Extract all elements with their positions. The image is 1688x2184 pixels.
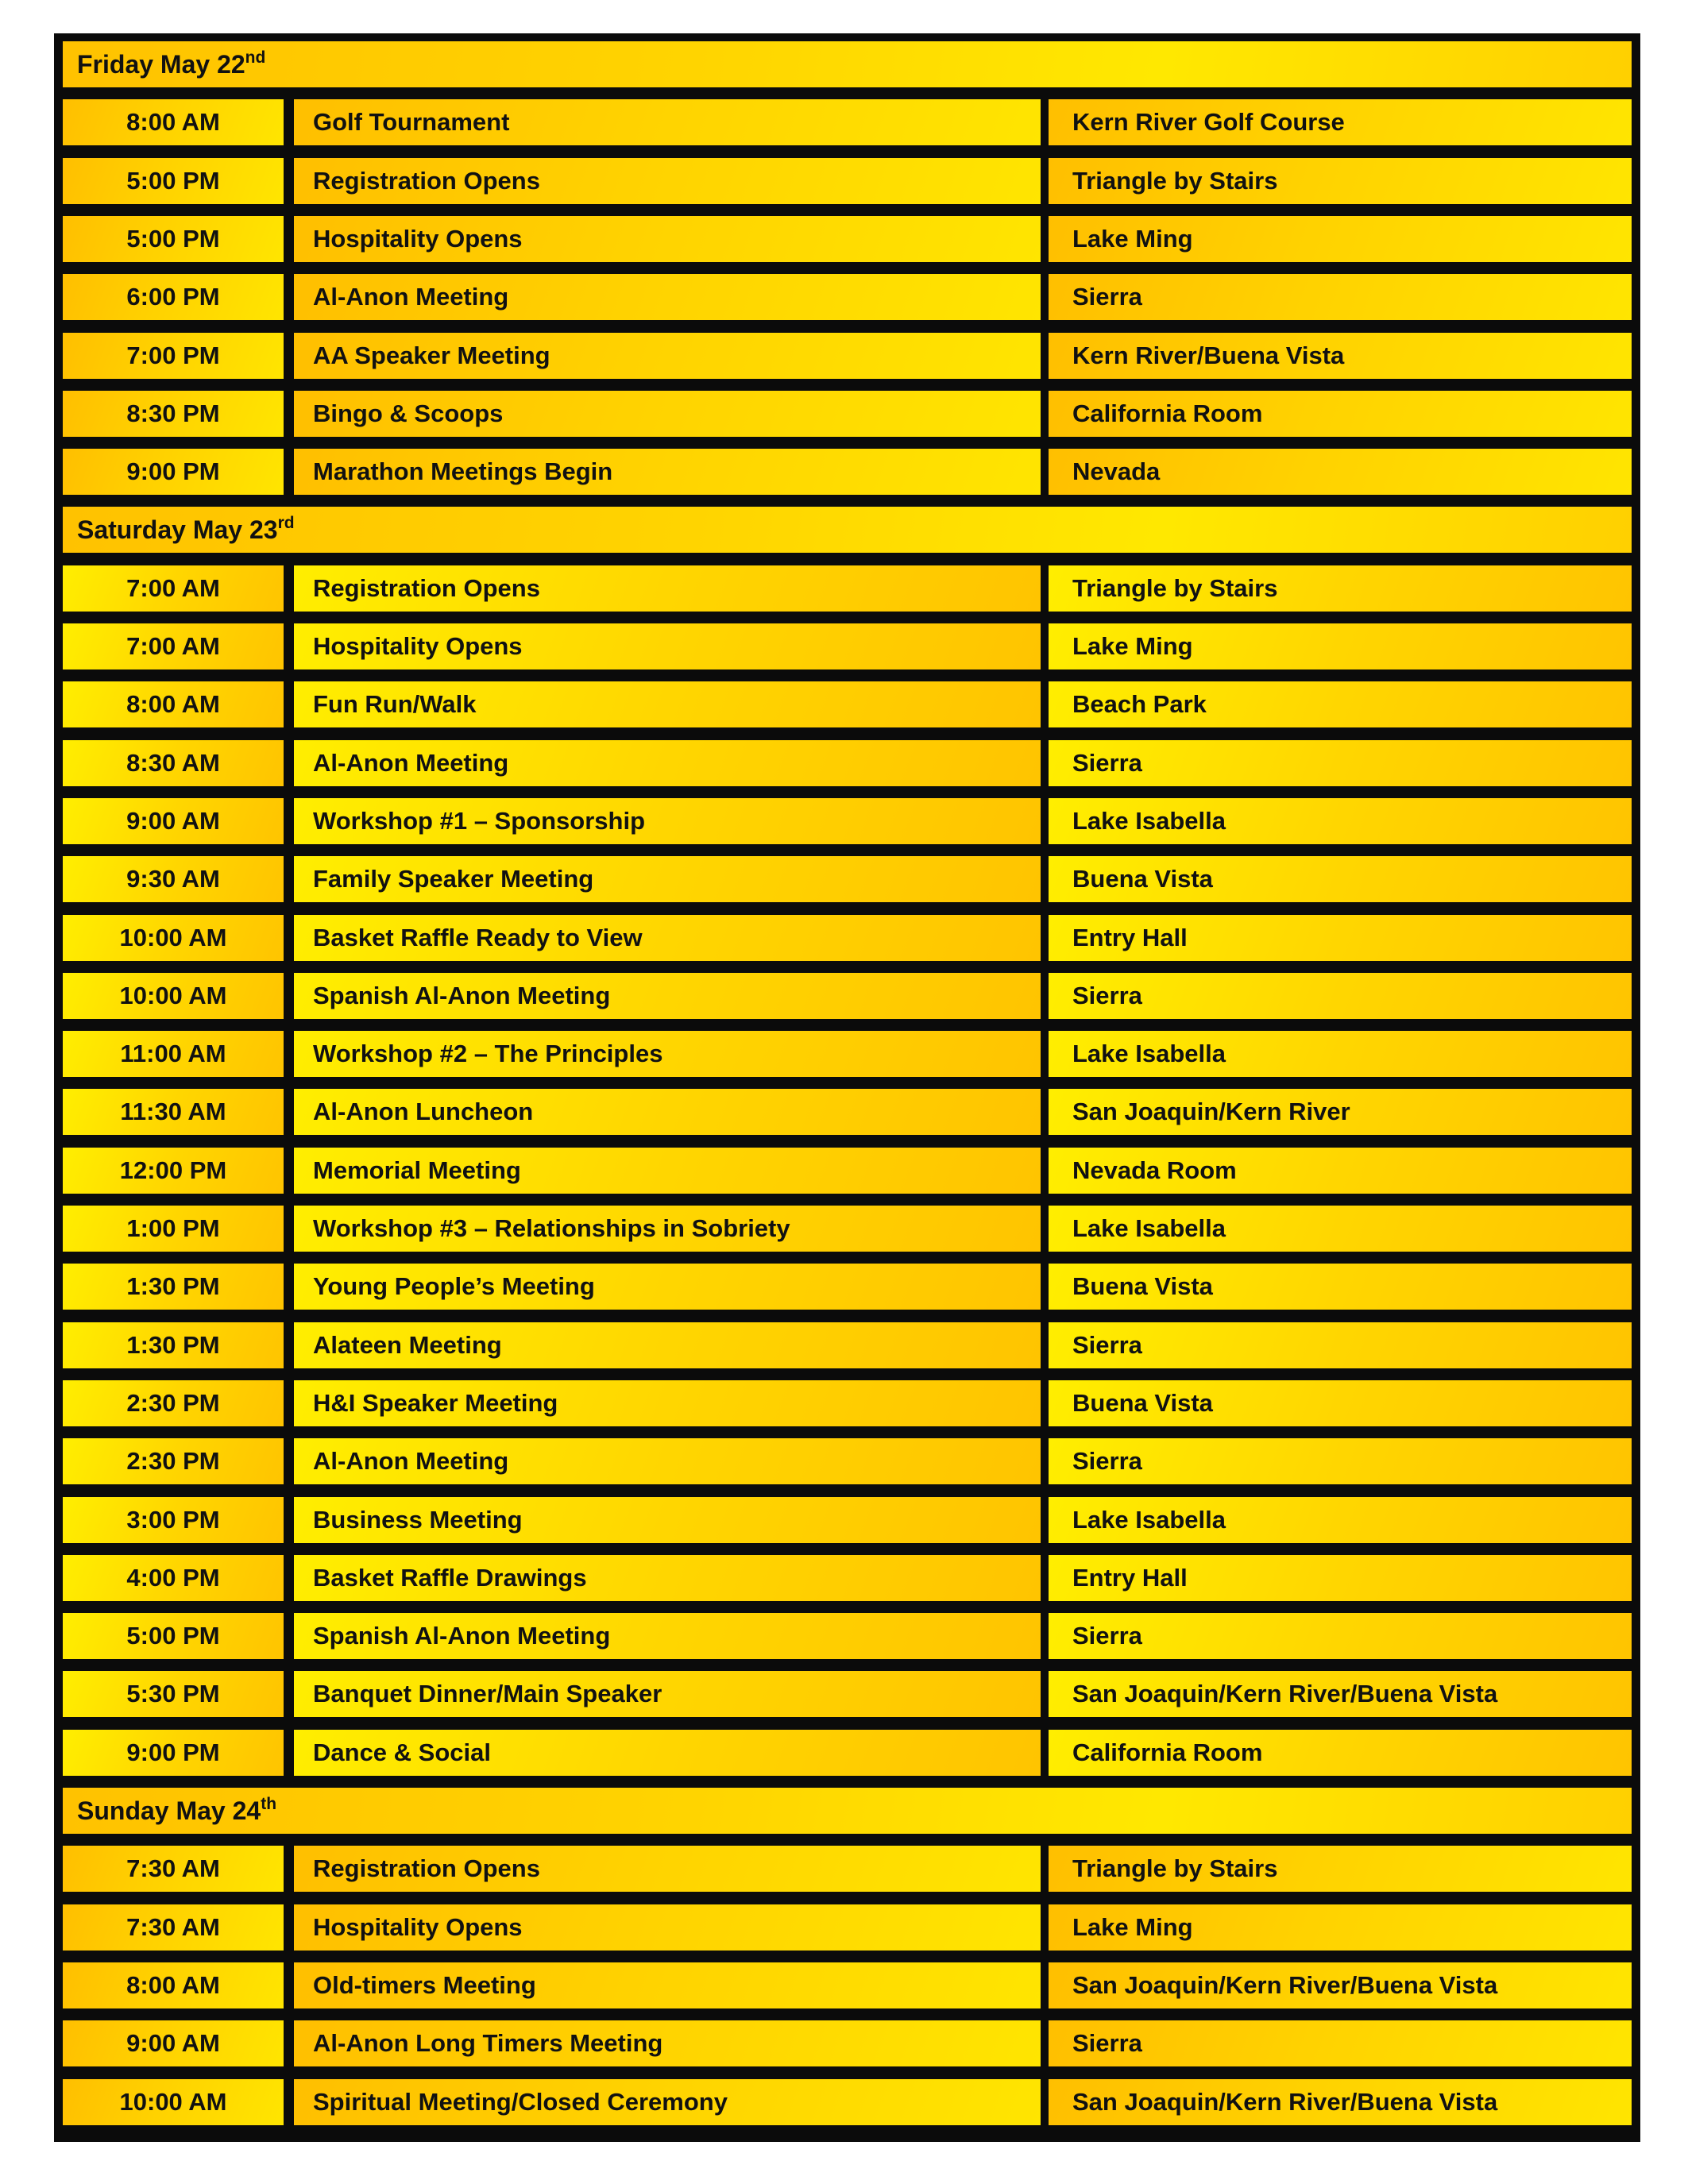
event-time: 2:30 PM <box>63 1380 284 1426</box>
event-location: Buena Vista <box>1049 1264 1632 1310</box>
event-time: 1:30 PM <box>63 1322 284 1368</box>
event-location: Lake Ming <box>1049 1904 1632 1951</box>
event-time: 10:00 AM <box>63 915 284 961</box>
event-name: Hospitality Opens <box>294 216 1041 262</box>
event-name: AA Speaker Meeting <box>294 333 1041 379</box>
event-name: Spiritual Meeting/Closed Ceremony <box>294 2079 1041 2125</box>
day-label: Sunday May 24 <box>77 1796 261 1825</box>
event-location: Lake Ming <box>1049 623 1632 669</box>
event-time: 7:30 AM <box>63 1846 284 1892</box>
event-name: Al-Anon Luncheon <box>294 1089 1041 1135</box>
day-suffix: rd <box>277 514 295 533</box>
event-location: Sierra <box>1049 740 1632 786</box>
event-time: 7:00 PM <box>63 333 284 379</box>
event-time: 8:00 AM <box>63 1962 284 2008</box>
event-name: H&I Speaker Meeting <box>294 1380 1041 1426</box>
event-location: Triangle by Stairs <box>1049 158 1632 204</box>
event-name: Registration Opens <box>294 158 1041 204</box>
event-name: Basket Raffle Drawings <box>294 1555 1041 1601</box>
event-time: 11:00 AM <box>63 1031 284 1077</box>
event-name: Hospitality Opens <box>294 1904 1041 1951</box>
event-time: 5:00 PM <box>63 1613 284 1659</box>
event-location: Sierra <box>1049 1322 1632 1368</box>
event-location: San Joaquin/Kern River/Buena Vista <box>1049 1671 1632 1717</box>
event-time: 8:30 PM <box>63 391 284 437</box>
event-location: Beach Park <box>1049 681 1632 727</box>
event-location: Entry Hall <box>1049 1555 1632 1601</box>
event-time: 7:30 AM <box>63 1904 284 1951</box>
event-name: Spanish Al-Anon Meeting <box>294 1613 1041 1659</box>
event-time: 11:30 AM <box>63 1089 284 1135</box>
event-name: Family Speaker Meeting <box>294 856 1041 902</box>
event-name: Workshop #3 – Relationships in Sobriety <box>294 1206 1041 1252</box>
event-time: 10:00 AM <box>63 973 284 1019</box>
event-location: Buena Vista <box>1049 1380 1632 1426</box>
event-name: Hospitality Opens <box>294 623 1041 669</box>
event-location: Sierra <box>1049 1438 1632 1484</box>
event-time: 9:00 PM <box>63 449 284 495</box>
event-name: Golf Tournament <box>294 99 1041 145</box>
event-time: 8:00 AM <box>63 99 284 145</box>
day-suffix: th <box>261 1795 277 1813</box>
event-location: Lake Isabella <box>1049 1497 1632 1543</box>
event-time: 8:00 AM <box>63 681 284 727</box>
event-location: Nevada <box>1049 449 1632 495</box>
event-time: 3:00 PM <box>63 1497 284 1543</box>
event-location: California Room <box>1049 1730 1632 1776</box>
event-time: 10:00 AM <box>63 2079 284 2125</box>
event-name: Alateen Meeting <box>294 1322 1041 1368</box>
event-location: Lake Isabella <box>1049 1206 1632 1252</box>
event-time: 5:30 PM <box>63 1671 284 1717</box>
event-time: 9:30 AM <box>63 856 284 902</box>
event-time: 1:00 PM <box>63 1206 284 1252</box>
event-name: Marathon Meetings Begin <box>294 449 1041 495</box>
event-time: 9:00 AM <box>63 2020 284 2066</box>
event-name: Old-timers Meeting <box>294 1962 1041 2008</box>
event-time: 9:00 AM <box>63 798 284 844</box>
event-location: Entry Hall <box>1049 915 1632 961</box>
event-time: 12:00 PM <box>63 1148 284 1194</box>
schedule-table <box>54 33 1640 2142</box>
event-name: Memorial Meeting <box>294 1148 1041 1194</box>
event-name: Registration Opens <box>294 565 1041 612</box>
day-label: Friday May 22 <box>77 50 245 79</box>
event-name: Young People’s Meeting <box>294 1264 1041 1310</box>
event-location: Sierra <box>1049 2020 1632 2066</box>
event-time: 4:00 PM <box>63 1555 284 1601</box>
event-name: Spanish Al-Anon Meeting <box>294 973 1041 1019</box>
event-name: Basket Raffle Ready to View <box>294 915 1041 961</box>
event-time: 7:00 AM <box>63 565 284 612</box>
event-location: Lake Ming <box>1049 216 1632 262</box>
event-time: 6:00 PM <box>63 274 284 320</box>
event-location: Buena Vista <box>1049 856 1632 902</box>
event-location: Sierra <box>1049 973 1632 1019</box>
day-label: Saturday May 23 <box>77 515 278 545</box>
day-suffix: nd <box>245 48 266 67</box>
day-header <box>63 41 1632 87</box>
event-location: Kern River/Buena Vista <box>1049 333 1632 379</box>
event-name: Bingo & Scoops <box>294 391 1041 437</box>
event-time: 2:30 PM <box>63 1438 284 1484</box>
event-time: 1:30 PM <box>63 1264 284 1310</box>
event-name: Al-Anon Meeting <box>294 740 1041 786</box>
event-location: Lake Isabella <box>1049 1031 1632 1077</box>
event-location: Triangle by Stairs <box>1049 1846 1632 1892</box>
event-location: Sierra <box>1049 274 1632 320</box>
event-location: Nevada Room <box>1049 1148 1632 1194</box>
event-name: Workshop #2 – The Principles <box>294 1031 1041 1077</box>
day-header <box>63 507 1632 553</box>
event-time: 7:00 AM <box>63 623 284 669</box>
event-location: San Joaquin/Kern River/Buena Vista <box>1049 2079 1632 2125</box>
event-location: California Room <box>1049 391 1632 437</box>
event-name: Al-Anon Meeting <box>294 1438 1041 1484</box>
event-location: Lake Isabella <box>1049 798 1632 844</box>
event-location: San Joaquin/Kern River/Buena Vista <box>1049 1962 1632 2008</box>
event-location: Triangle by Stairs <box>1049 565 1632 612</box>
event-location: San Joaquin/Kern River <box>1049 1089 1632 1135</box>
event-time: 5:00 PM <box>63 216 284 262</box>
day-header <box>63 1788 1632 1834</box>
event-location: Sierra <box>1049 1613 1632 1659</box>
event-name: Workshop #1 – Sponsorship <box>294 798 1041 844</box>
event-time: 5:00 PM <box>63 158 284 204</box>
event-time: 8:30 AM <box>63 740 284 786</box>
event-name: Banquet Dinner/Main Speaker <box>294 1671 1041 1717</box>
event-time: 9:00 PM <box>63 1730 284 1776</box>
event-name: Al-Anon Meeting <box>294 274 1041 320</box>
event-location: Kern River Golf Course <box>1049 99 1632 145</box>
event-name: Fun Run/Walk <box>294 681 1041 727</box>
event-name: Dance & Social <box>294 1730 1041 1776</box>
event-name: Registration Opens <box>294 1846 1041 1892</box>
event-name: Al-Anon Long Timers Meeting <box>294 2020 1041 2066</box>
event-name: Business Meeting <box>294 1497 1041 1543</box>
